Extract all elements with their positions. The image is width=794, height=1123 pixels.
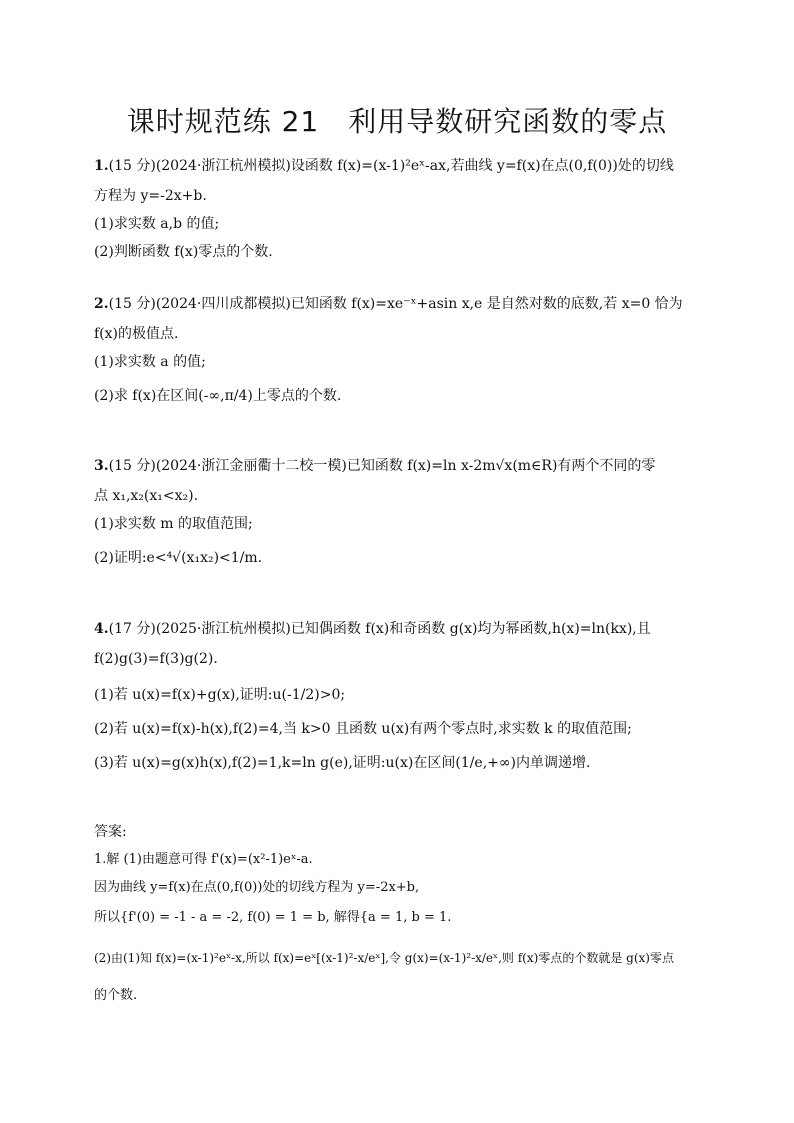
question-2-part-1: (1)求实数 a 的值;	[94, 354, 206, 370]
question-3-line-1: 3.(15 分)(2024·浙江金丽衢十二校一模)已知函数 f(x)=ln x-2m√x(m∈R)有两个不同的零	[94, 458, 656, 474]
question-number: 3.	[94, 458, 109, 474]
question-number: 2.	[94, 296, 109, 312]
question-2-line-1: 2.(15 分)(2024·四川成都模拟)已知函数 f(x)=xe⁻ˣ+asin x,e 是自然对数的底数,若 x=0 恰为	[94, 296, 683, 312]
question-4-part-1: (1)若 u(x)=f(x)+g(x),证明:u(-1/2)>0;	[94, 687, 346, 703]
question-1-part-1: (1)求实数 a,b 的值;	[94, 216, 220, 232]
question-1	[94, 150, 709, 266]
answer-heading: 答案:	[94, 824, 127, 840]
answer-section	[94, 818, 709, 1010]
question-4	[94, 613, 709, 777]
question-4-part-3: (3)若 u(x)=g(x)h(x),f(2)=1,k=ln g(e),证明:u(x)在区间(1/e,+∞)内单调递增.	[94, 755, 591, 771]
question-1-part-2: (2)判断函数 f(x)零点的个数.	[94, 244, 273, 260]
question-3-part-2: (2)证明:e<⁴√(x₁x₂)<1/m.	[94, 550, 263, 566]
question-number: 4.	[94, 621, 109, 637]
answer-line-3: 所以{f'(0) = -1 - a = -2, f(0) = 1 = b, 解得{a = 1, b = 1.	[94, 910, 452, 925]
question-1-line-1: 1.(15 分)(2024·浙江杭州模拟)设函数 f(x)=(x-1)²eˣ-ax,若曲线 y=f(x)在点(0,f(0))处的切线	[94, 158, 674, 174]
question-4-part-2: (2)若 u(x)=f(x)-h(x),f(2)=4,当 k>0 且函数 u(x)有两个零点时,求实数 k 的取值范围;	[94, 721, 632, 737]
answer-line-4: (2)由(1)知 f(x)=(x-1)²eˣ-x,所以 f(x)=eˣ[(x-1)²-x/eˣ],令 g(x)=(x-1)²-x/eˣ,则 f(x)零点的个数就是 g(x)零点	[94, 951, 674, 965]
question-number: 1.	[94, 158, 109, 174]
page-title: 课时规范练 21 利用导数研究函数的零点	[126, 105, 668, 138]
question-4-line-2: f(2)g(3)=f(3)g(2).	[94, 651, 218, 667]
question-3	[94, 450, 709, 572]
answer-line-5: 的个数.	[94, 988, 138, 1003]
question-2-line-2: f(x)的极值点.	[94, 326, 179, 342]
question-2-part-2: (2)求 f(x)在区间(-∞,π/4)上零点的个数.	[94, 388, 342, 404]
question-4-line-1: 4.(17 分)(2025·浙江杭州模拟)已知偶函数 f(x)和奇函数 g(x)均为幂函数,h(x)=ln(kx),且	[94, 621, 651, 637]
question-2	[94, 288, 709, 410]
answer-line-2: 因为曲线 y=f(x)在点(0,f(0))处的切线方程为 y=-2x+b,	[94, 880, 420, 895]
question-3-line-2: 点 x₁,x₂(x₁<x₂).	[94, 488, 199, 504]
question-3-part-1: (1)求实数 m 的取值范围;	[94, 516, 253, 532]
answer-line-1: 1.解 (1)由题意可得 f'(x)=(x²-1)eˣ-a.	[94, 852, 313, 867]
question-1-line-2: 方程为 y=-2x+b.	[94, 188, 207, 204]
